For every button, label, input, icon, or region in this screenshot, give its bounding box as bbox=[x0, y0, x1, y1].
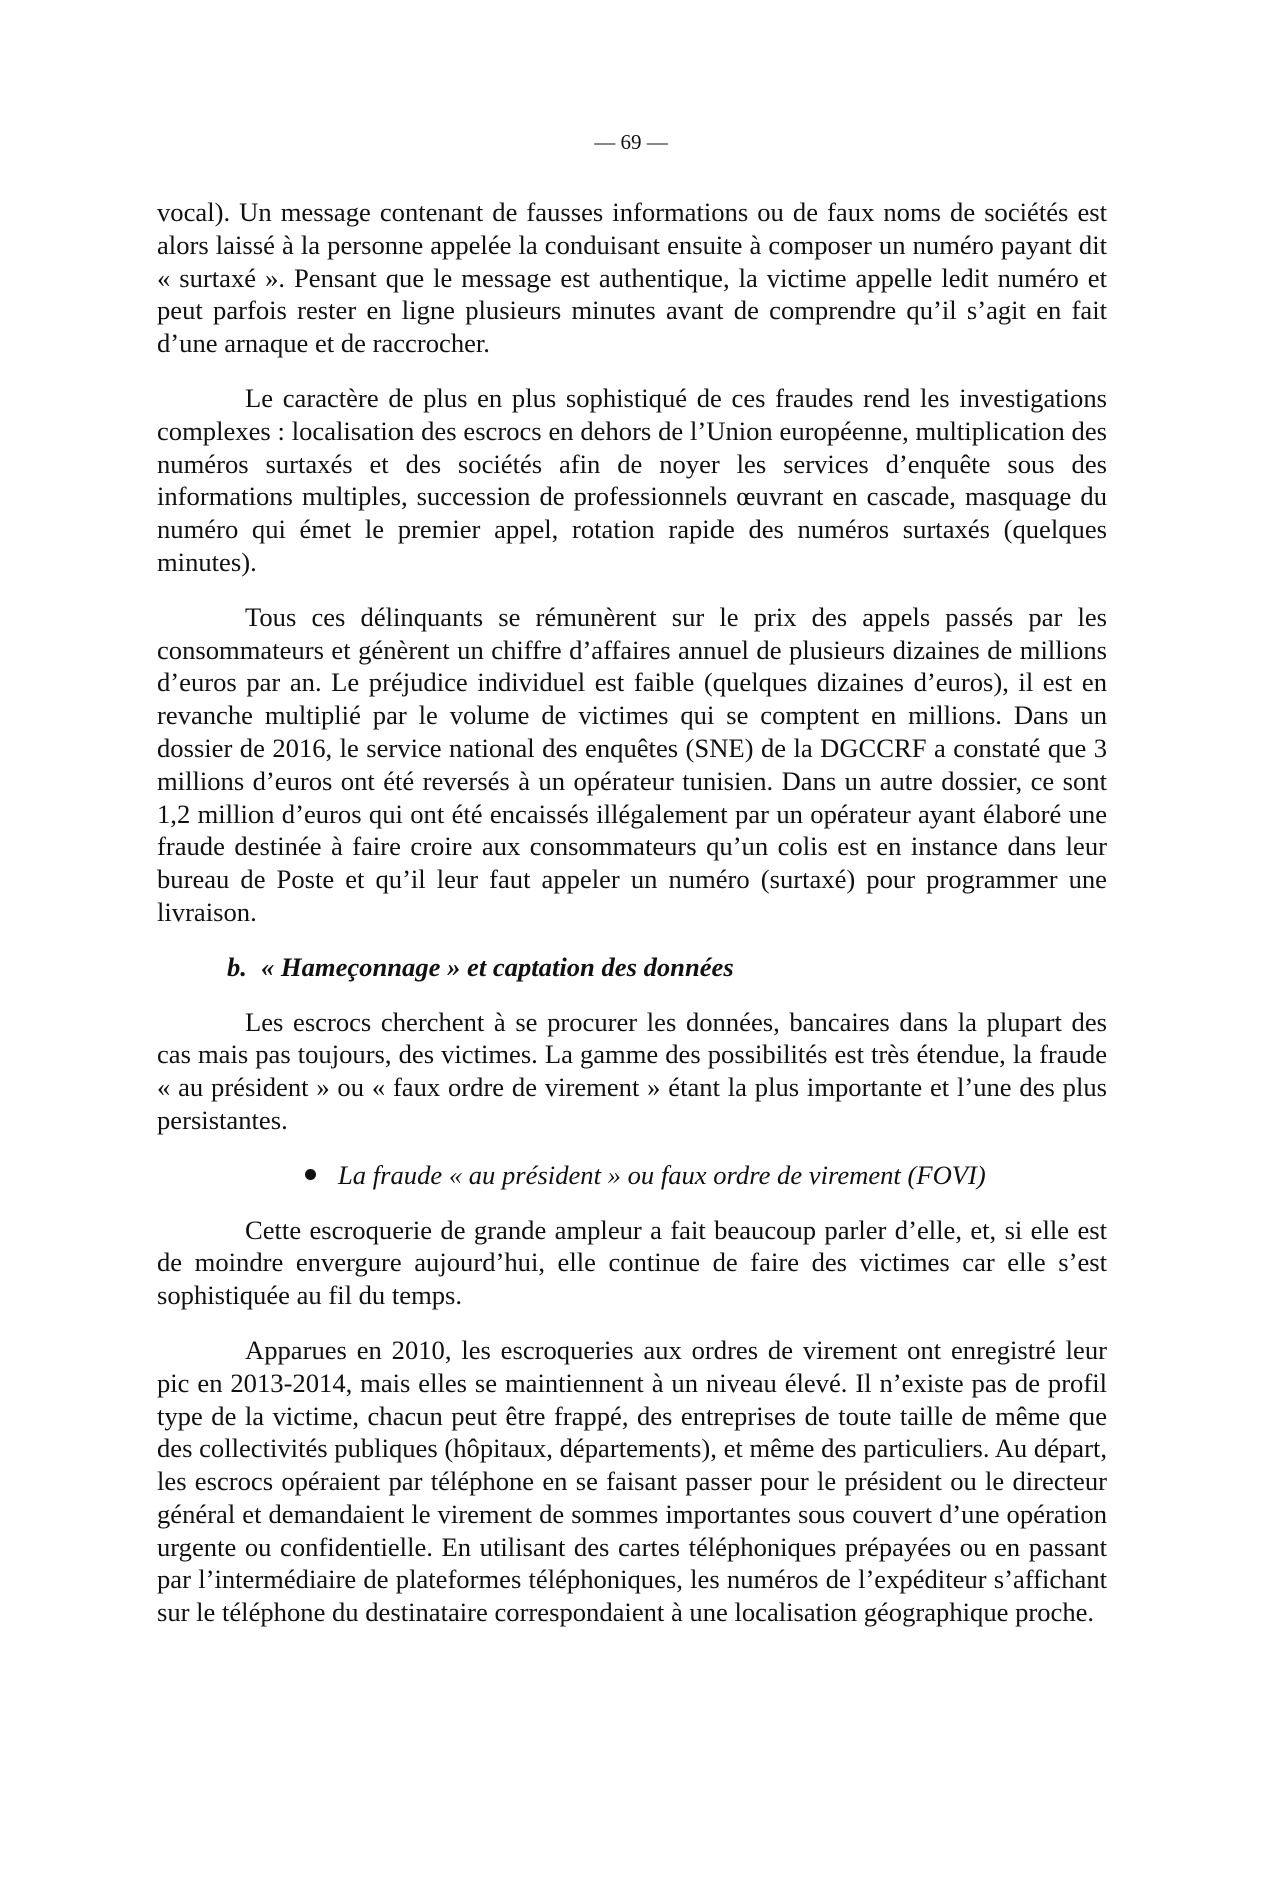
document-body bbox=[157, 196, 1107, 1651]
page-number: — 69 — bbox=[594, 130, 668, 154]
paragraph-transfer-orders: Apparues en 2010, les escroqueries aux ordres de virement ont enregistré leur pic en 2013-2014, mais elles se maintiennent à un niveau élevé. Il n’existe pas de profil type de la victime, chacun peut être frappé, des entreprises de toute taille de même que des collectivités publiques (hôpitaux, départements), et même des particuliers. Au départ, les escrocs opéraient par téléphone en se faisant passer pour le président ou le directeur général et demandaient le virement de sommes importantes sous couvert d’une opération urgente ou confidentielle. En utilisant des cartes téléphoniques prépayées ou en passant par l’intermédiaire de plateformes téléphoniques, les numéros de l’expéditeur s’affichant sur le téléphone du destinataire correspondaient à une localisation géographique proche. bbox=[157, 1334, 1107, 1628]
paragraph-revenue: Tous ces délinquants se rémunèrent sur le prix des appels passés par les consommateurs et génèrent un chiffre d’affaires annuel de plusieurs dizaines de millions d’euros par an. Le préjudice individuel est faible (quelques dizaines d’euros), il est en revanche multiplié par le volume de victimes qui se comptent en millions. Dans un dossier de 2016, le service national des enquêtes (SNE) de la DGCCRF a constaté que 3 millions d’euros ont été reversés à un opérateur tunisien. Dans un autre dossier, ce sont 1,2 million d’euros qui ont été encaissés illégalement par un opérateur ayant élaboré une fraude destinée à faire croire aux consommateurs qu’un colis est en instance dans leur bureau de Poste et qu’il leur faut appeler un numéro (surtaxé) pour programmer une livraison. bbox=[157, 601, 1107, 927]
bullet-item-fovi bbox=[305, 1159, 1107, 1192]
section-heading-phishing bbox=[227, 951, 1107, 984]
paragraph-fraud-sophistication: Le caractère de plus en plus sophistiqué de ces fraudes rend les investigations complexes : localisation des escrocs en dehors de l’Union européenne, multiplication des numéros surtaxés et des sociétés afin de noyer les services d’enquête sous des informations multiples, succession de professionnels œuvrant en cascade, masquage du numéro qui émet le premier appel, rotation rapide des numéros surtaxés (quelques minutes). bbox=[157, 382, 1107, 577]
bullet-icon bbox=[305, 1169, 316, 1180]
section-heading-text: « Hameçonnage » et captation des données bbox=[260, 951, 734, 982]
paragraph-vocal-message: vocal). Un message contenant de fausses informations ou de faux noms de sociétés est alors laissé à la personne appelée la conduisant ensuite à composer un numéro payant dit « surtaxé ». Pensant que le message est authentique, la victime appelle ledit numéro et peut parfois rester en ligne plusieurs minutes avant de comprendre qu’il s’agit en fait d’une arnaque et de raccrocher. bbox=[157, 197, 1107, 359]
paragraph-data-capture: Les escrocs cherchent à se procurer les données, bancaires dans la plupart des cas mais pas toujours, des victimes. La gamme des possibilités est très étendue, la fraude « au président » ou « faux ordre de virement » étant la plus importante et l’une des plus persistantes. bbox=[157, 1006, 1107, 1135]
bullet-item-text: La fraude « au président » ou faux ordre de virement (FOVI) bbox=[338, 1159, 986, 1190]
paragraph-large-scam: Cette escroquerie de grande ampleur a fait beaucoup parler d’elle, et, si elle est de moindre envergure aujourd’hui, elle continue de faire des victimes car elle s’est sophistiquée au fil du temps. bbox=[157, 1214, 1107, 1311]
section-heading-letter: b. bbox=[227, 951, 247, 982]
